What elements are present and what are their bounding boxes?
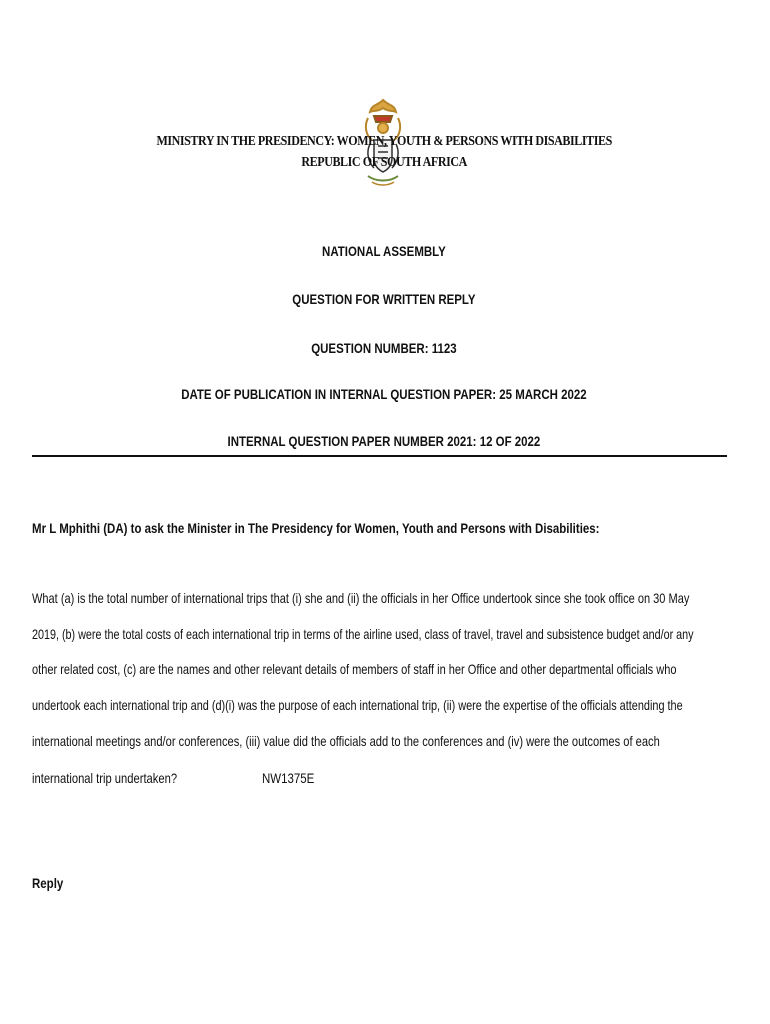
question-line: other related cost, (c) are the names and other relevant details of members of staff in her Office and other departmental officials who: [32, 661, 677, 677]
question-type: QUESTION FOR WRITTEN REPLY: [292, 291, 476, 307]
republic-heading: REPUBLIC OF SOUTH AFRICA: [301, 155, 467, 170]
question-line: What (a) is the total number of international trips that (i) she and (ii) the officials in her Office undertook since she took office on 30 May: [32, 590, 690, 606]
question-reference: NW1375E: [262, 770, 315, 786]
reply-heading: Reply: [32, 875, 64, 891]
question-line: international trip undertaken?: [32, 770, 178, 786]
question-line: 2019, (b) were the total costs of each international trip in terms of the airline used, class of travel, travel and subsistence budget and/or any: [32, 626, 694, 642]
question-asker: Mr L Mphithi (DA) to ask the Minister in The Presidency for Women, Youth and Persons with Disabilities:: [32, 520, 600, 536]
publication-date: DATE OF PUBLICATION IN INTERNAL QUESTION PAPER: 25 MARCH 2022: [181, 386, 587, 402]
question-line: undertook each international trip and (d)(i) was the purpose of each international trip, (ii) were the expertise of the officials attending the: [32, 697, 683, 713]
assembly-title: NATIONAL ASSEMBLY: [322, 243, 446, 259]
question-number: QUESTION NUMBER: 1123: [311, 340, 457, 356]
divider: [32, 455, 727, 457]
paper-number: INTERNAL QUESTION PAPER NUMBER 2021: 12 OF 2022: [227, 433, 541, 449]
ministry-heading: MINISTRY IN THE PRESIDENCY: WOMEN, YOUTH & PERSONS WITH DISABILITIES: [156, 134, 612, 149]
question-line: international meetings and/or conferences, (iii) value did the officials add to the conferences and (iv) were the outcomes of each: [32, 733, 660, 749]
